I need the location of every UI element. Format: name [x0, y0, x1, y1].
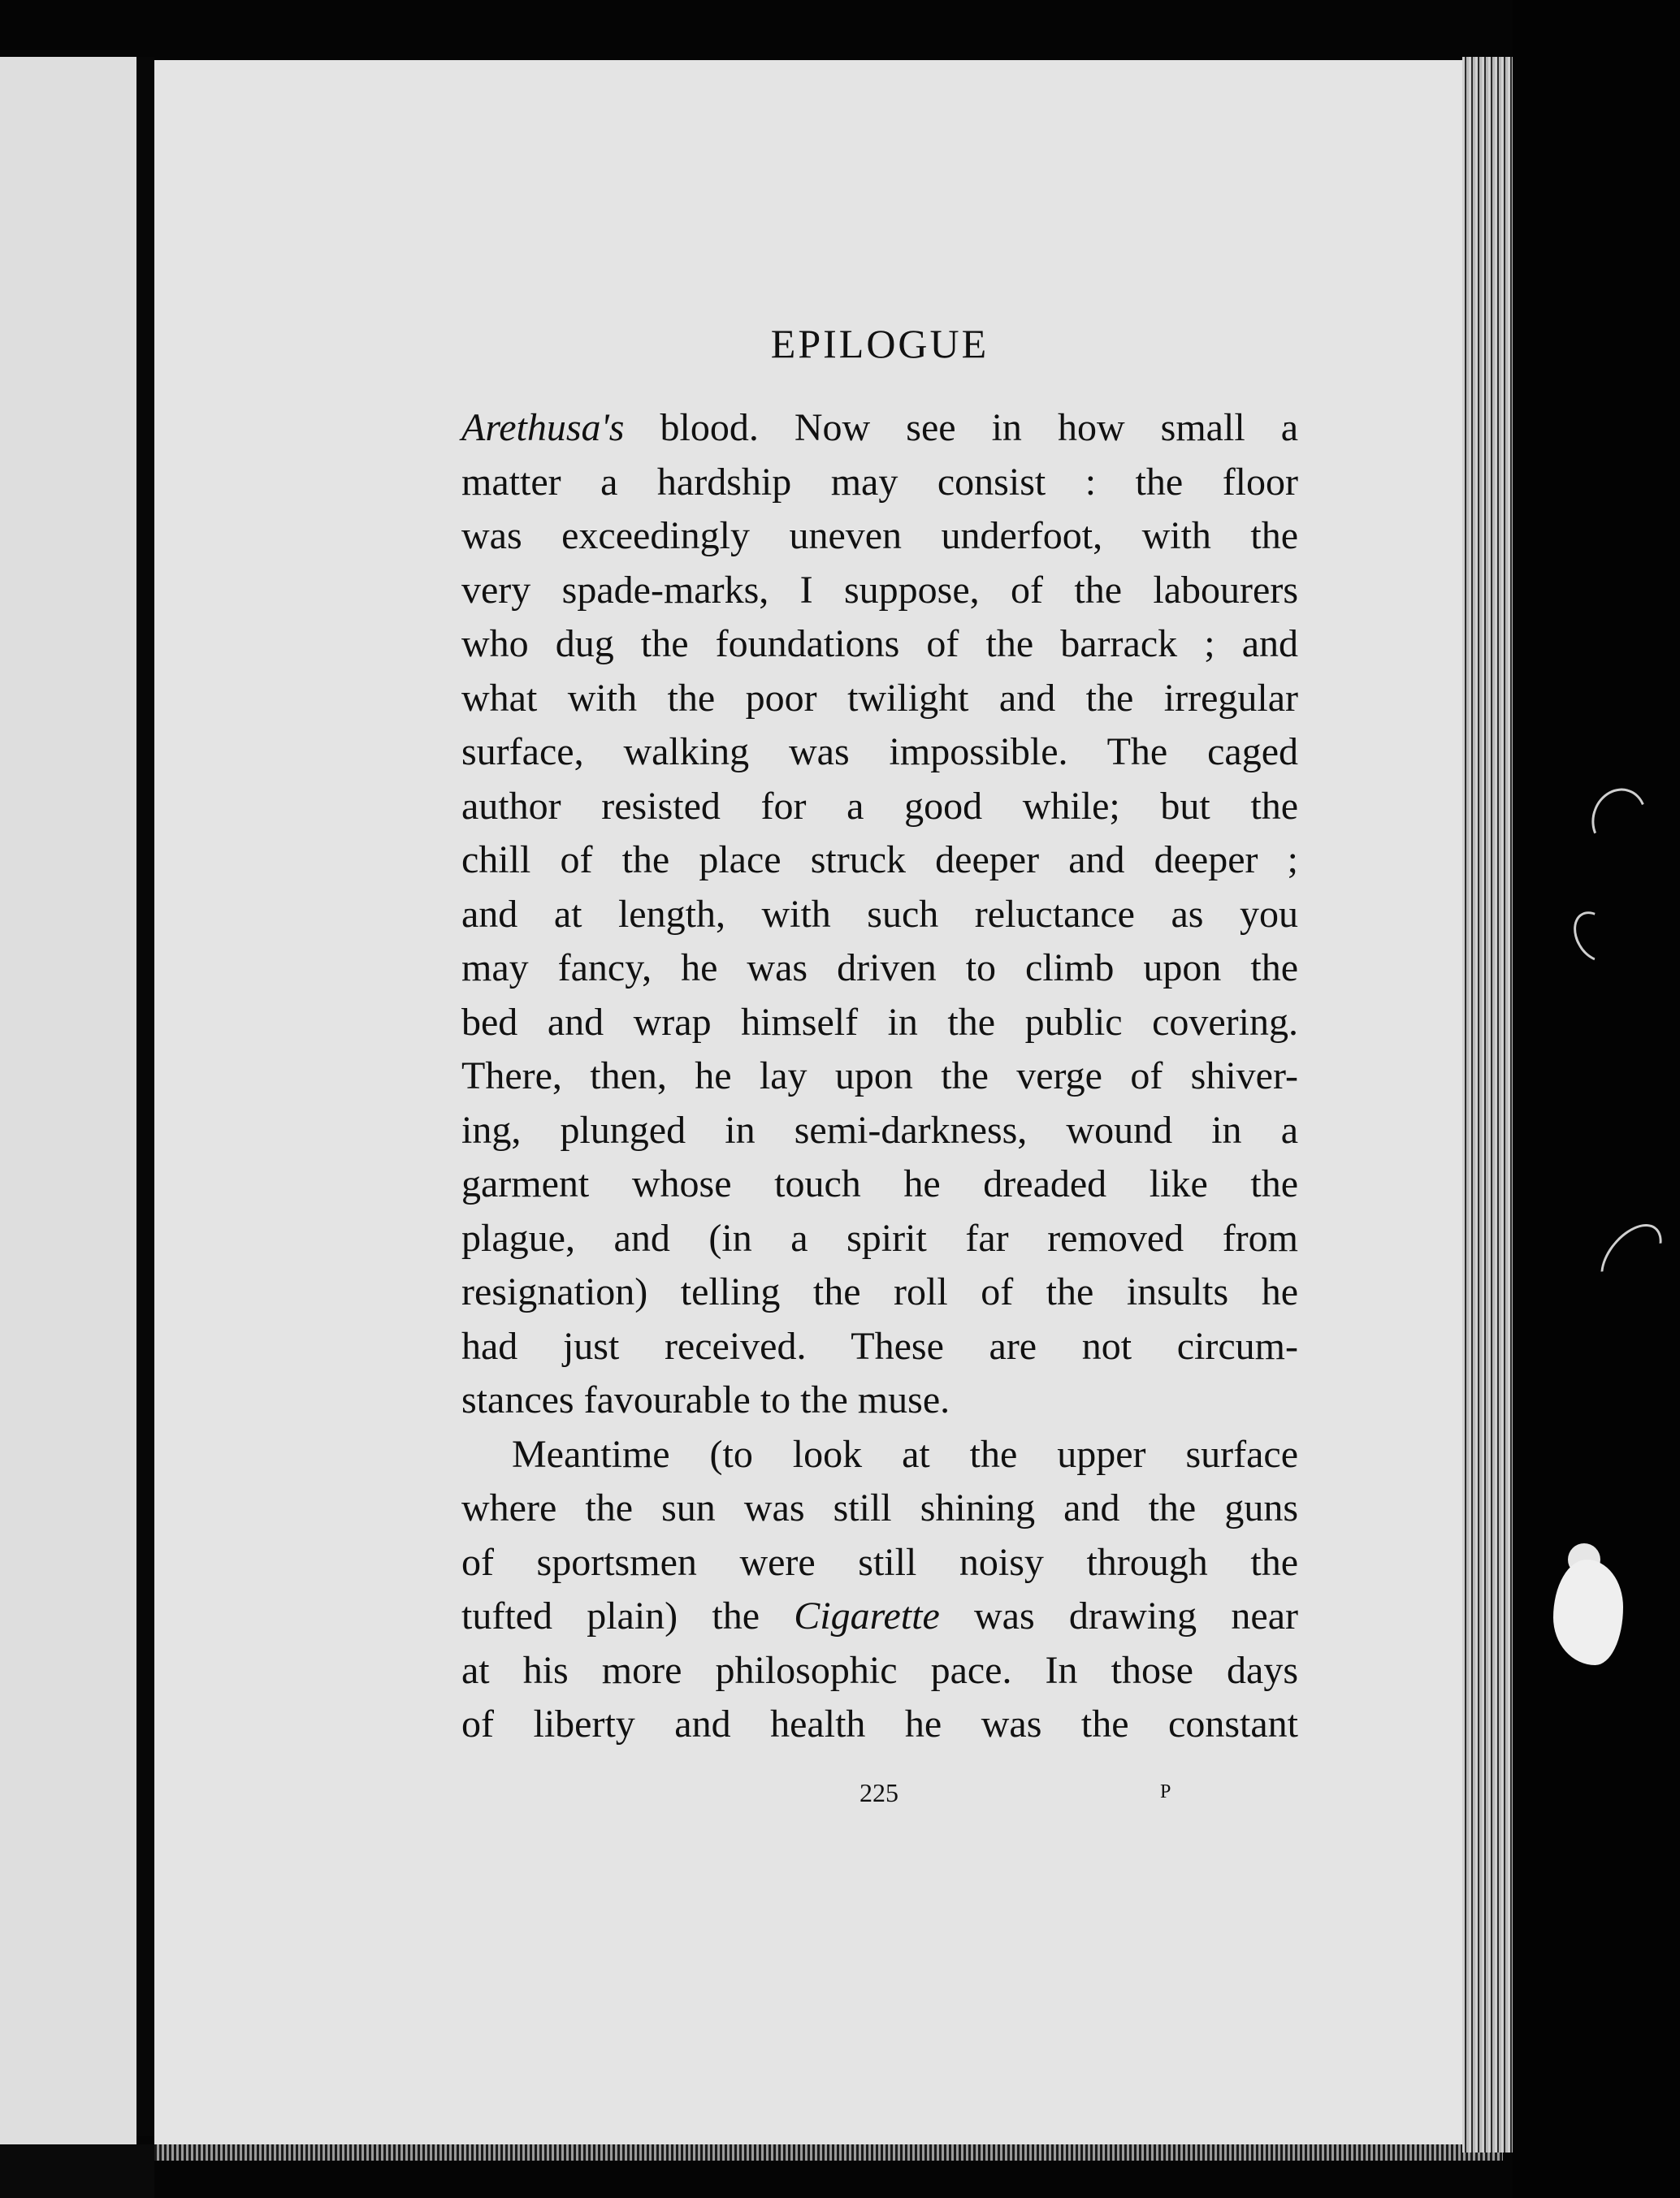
text-line: tufted plain) the Cigarette was drawing near: [461, 1594, 1299, 1638]
paragraph-start-line: Meantime (to look at the upper surface: [512, 1432, 1298, 1476]
book-page: [154, 60, 1493, 2159]
text-line: garment whose touch he dreaded like the: [461, 1162, 1298, 1205]
facing-page-fragment: [0, 57, 136, 2169]
text-line: at his more philosophic pace. In those days: [461, 1648, 1298, 1692]
paragraph-end-line: stances favourable to the muse.: [461, 1378, 950, 1421]
text-line: was exceedingly uneven underfoot, with the: [461, 514, 1298, 557]
text-line: ing, plunged in semi-darkness, wound in a: [461, 1108, 1298, 1152]
text-line: surface, walking was impossible. The caged: [461, 730, 1298, 773]
scan-artifact: [1553, 1560, 1623, 1665]
text-line: plague, and (in a spirit far removed from: [461, 1216, 1298, 1260]
page-footer: [461, 1778, 1298, 1811]
running-head: EPILOGUE: [770, 321, 989, 366]
text-line: There, then, he lay upon the verge of shiver-: [461, 1054, 1298, 1097]
text-line: resignation) telling the roll of the insults he: [461, 1270, 1298, 1313]
text-line: and at length, with such reluctance as you: [461, 892, 1298, 936]
italic-boat-name: Arethusa's: [461, 406, 625, 449]
italic-boat-name: Cigarette: [794, 1594, 940, 1638]
body-text: [461, 401, 1298, 1752]
page-stack-bottom-edge: [154, 2144, 1503, 2161]
text-line: Arethusa's blood. Now see in how small a: [461, 406, 1298, 449]
text-line: may fancy, he was driven to climb upon the: [461, 946, 1298, 989]
signature-mark: P: [1160, 1781, 1171, 1802]
text-line: who dug the foundations of the barrack ; and: [461, 622, 1298, 665]
text-line: author resisted for a good while; but the: [461, 784, 1298, 828]
text-line: what with the poor twilight and the irregular: [461, 676, 1298, 720]
scan-border: [1513, 0, 1680, 2198]
text-line: of liberty and health he was the constant: [461, 1703, 1298, 1746]
text-line: matter a hardship may consist : the floor: [461, 460, 1298, 504]
text-line: had just received. These are not circum-: [461, 1324, 1298, 1368]
text-line: very spade-marks, I suppose, of the labourers: [461, 568, 1298, 612]
text-line: of sportsmen were still noisy through the: [461, 1540, 1298, 1584]
page-number: 225: [859, 1778, 898, 1807]
page-stack-right-edge: [1462, 57, 1513, 2153]
scan-border: [0, 2144, 154, 2198]
book-gutter: [136, 57, 154, 2136]
text-line: chill of the place struck deeper and deeper ;: [461, 838, 1298, 881]
text-line: bed and wrap himself in the public covering.: [461, 1000, 1298, 1044]
text-line: where the sun was still shining and the guns: [461, 1486, 1298, 1530]
